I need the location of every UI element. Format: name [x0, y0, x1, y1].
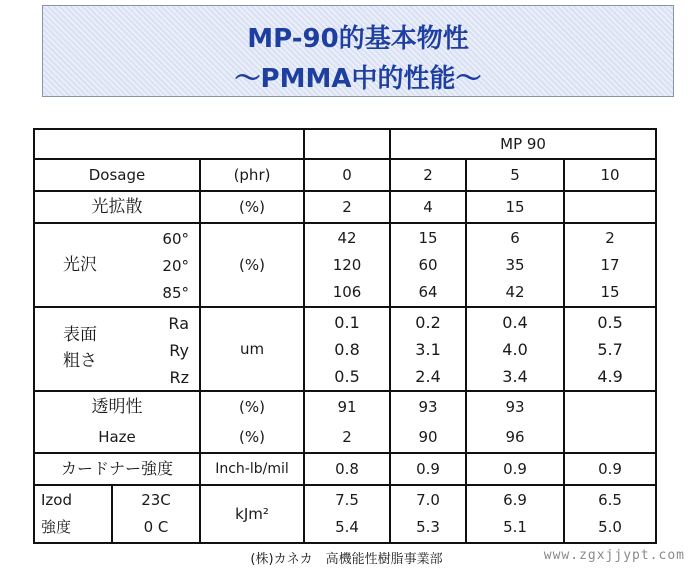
- title-line-1: MP-90的基本物性: [247, 24, 469, 54]
- param-label: Ra: [168, 314, 189, 333]
- gloss-label-cell: [34, 223, 200, 307]
- angle-label: 60°: [162, 230, 189, 248]
- optics-label-cell: [34, 391, 200, 453]
- properties-table: [33, 128, 657, 544]
- table-cell: [466, 485, 564, 543]
- gloss-angles: [162, 226, 189, 307]
- diffusion-label: 光拡散: [34, 191, 200, 223]
- table-cell: 0.9: [466, 453, 564, 485]
- cell-value: 7.0: [416, 491, 440, 509]
- table-cell: [564, 223, 656, 307]
- table-cell: [564, 307, 656, 391]
- angle-label: 85°: [162, 284, 189, 302]
- cell-value: 6: [510, 228, 520, 247]
- cell-value: 3.4: [502, 366, 528, 386]
- table-row: [34, 485, 656, 543]
- izod-label-cell: [34, 485, 112, 543]
- izod-label: 強度: [41, 518, 72, 536]
- cell-value: 0.8: [334, 339, 360, 359]
- cell-value: 64: [418, 282, 438, 301]
- cell-value: 42: [505, 282, 525, 301]
- cell-value: 91: [337, 398, 357, 416]
- dosage-value: 5: [466, 159, 564, 191]
- cell-value: 3.1: [415, 339, 441, 359]
- cell-value: 2.4: [415, 366, 441, 386]
- table-cell: [390, 223, 466, 307]
- mp90-header: MP 90: [390, 129, 656, 159]
- cell-value: 4.9: [597, 366, 623, 386]
- izod-temp: 0 C: [143, 518, 169, 536]
- cell-value: 6.9: [503, 491, 527, 509]
- table-cell: [304, 223, 390, 307]
- card-label: カードナー強度: [34, 453, 200, 485]
- cell-value: 0.2: [415, 312, 441, 332]
- table-cell: [564, 391, 656, 453]
- table-cell: [564, 191, 656, 223]
- cell-value: 4.0: [502, 339, 528, 359]
- haze-unit: (%): [239, 428, 265, 446]
- roughness-label: [63, 322, 97, 374]
- title-line-2: ～PMMA中的性能～: [234, 64, 482, 94]
- roughness-label-cell: [34, 307, 200, 391]
- table-row: [34, 391, 656, 453]
- roughness-label-line: 粗さ: [63, 351, 97, 371]
- table-cell: [390, 307, 466, 391]
- cell-value: 35: [505, 255, 525, 274]
- cell-value: 42: [337, 228, 357, 247]
- cell-value: 0.4: [502, 312, 528, 332]
- cell-value: 93: [418, 398, 438, 416]
- cell-value: 90: [418, 428, 438, 446]
- table-cell: 4: [390, 191, 466, 223]
- gloss-unit: (%): [200, 223, 304, 307]
- table-cell: [304, 485, 390, 543]
- cell-value: 17: [600, 255, 620, 274]
- param-label: Ry: [169, 341, 189, 360]
- table-cell: 2: [304, 191, 390, 223]
- table-cell: 0.9: [564, 453, 656, 485]
- card-unit: Inch-lb/mil: [200, 453, 304, 485]
- title-banner: [42, 5, 674, 97]
- cell-value: 60: [418, 255, 438, 274]
- angle-label: 20°: [162, 257, 189, 275]
- table-cell: [304, 391, 390, 453]
- table-cell: [390, 391, 466, 453]
- cell-value: 5.0: [598, 518, 622, 536]
- dosage-value: 2: [390, 159, 466, 191]
- table-row: [34, 307, 656, 391]
- diffusion-unit: (%): [200, 191, 304, 223]
- cell-value: 0.1: [334, 312, 360, 332]
- roughness-params: [168, 310, 189, 391]
- cell-value: 106: [332, 282, 362, 301]
- cell-value: 96: [505, 428, 525, 446]
- table-cell: 15: [466, 191, 564, 223]
- table-cell: 0.8: [304, 453, 390, 485]
- haze-label: Haze: [98, 428, 136, 446]
- izod-temp-cell: [112, 485, 200, 543]
- cell-value: 15: [600, 282, 620, 301]
- table-cell: [466, 391, 564, 453]
- table-row: [34, 191, 656, 223]
- cell-value: 120: [332, 255, 362, 274]
- table-row: [34, 159, 656, 191]
- watermark: www.zgxjjypt.com: [543, 548, 685, 563]
- cell-value: 0.5: [597, 312, 623, 332]
- izod-temp: 23C: [141, 491, 171, 509]
- dosage-label: Dosage: [34, 159, 200, 191]
- izod-label: Izod: [41, 491, 72, 509]
- cell-value: 5.1: [503, 518, 527, 536]
- table-cell: [564, 485, 656, 543]
- cell-value: 2: [605, 228, 615, 247]
- table-row: [34, 453, 656, 485]
- table-cell: [466, 307, 564, 391]
- table-cell: [466, 223, 564, 307]
- cell-value: 15: [418, 228, 438, 247]
- cell-value: 5.7: [597, 339, 623, 359]
- cell-value: 5.3: [416, 518, 440, 536]
- footer-credit: (株)カネカ 高機能性樹脂事業部: [250, 552, 443, 567]
- dosage-value: 0: [304, 159, 390, 191]
- izod-unit: kJm²: [200, 485, 304, 543]
- table-cell: [304, 307, 390, 391]
- dosage-value: 10: [564, 159, 656, 191]
- table-row: [34, 223, 656, 307]
- table-cell: [390, 485, 466, 543]
- roughness-label-line: 表面: [63, 325, 97, 345]
- cell-value: 7.5: [335, 491, 359, 509]
- transparency-unit: (%): [239, 398, 265, 416]
- cell-value: 2: [342, 428, 352, 446]
- optics-unit-cell: [200, 391, 304, 453]
- param-label: Rz: [169, 368, 189, 387]
- cell-value: 5.4: [335, 518, 359, 536]
- transparency-label: 透明性: [91, 397, 143, 417]
- cell-value: 0.5: [334, 366, 360, 386]
- table-cell: 0.9: [390, 453, 466, 485]
- dosage-unit: (phr): [200, 159, 304, 191]
- roughness-unit: um: [200, 307, 304, 391]
- cell-value: 6.5: [598, 491, 622, 509]
- gloss-label: 光沢: [63, 255, 97, 275]
- cell-value: 93: [505, 398, 525, 416]
- table-row: [34, 129, 656, 159]
